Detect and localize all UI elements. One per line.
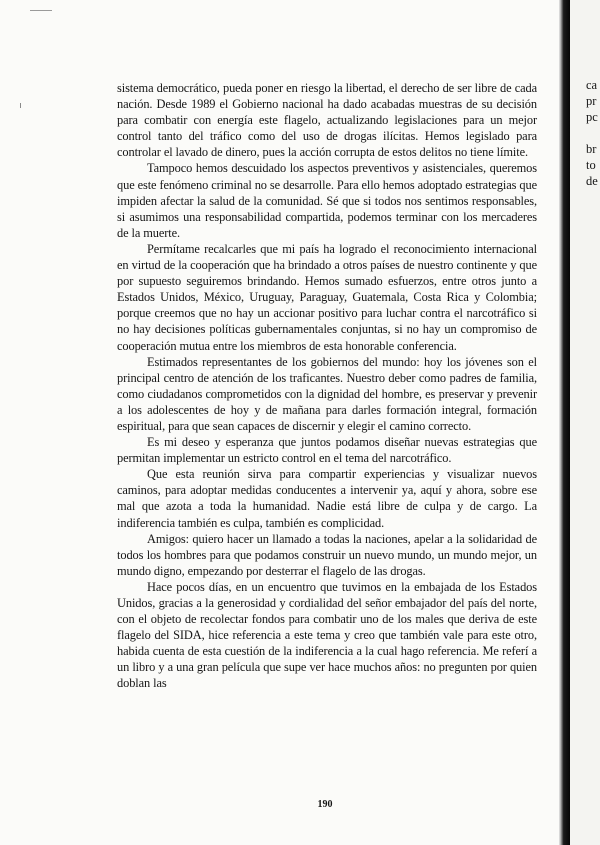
paragraph-3: Permítame recalcarles que mi país ha logrado el reconocimiento internacional en virtud de la cooperación que ha brindado a otros países de nuestro continente y que por supuesto seguiremos brindando. Hemos sumado esfuerzos, entre otros junto a Estados Unidos, México, Uruguay, Paraguay, Guatemala, Costa Rica y Colombia; porque creemos que no hay un accionar positivo para luchar contra el narcotráfico si no hay decisiones políticas gubernamentales conjuntas, si no hay un compromiso de cooperación mutua entre los miembros de esta honorable conferencia. (117, 241, 537, 353)
next-page-fragment: br (586, 142, 597, 156)
next-page-edge (570, 0, 600, 845)
next-page-fragment: de (586, 174, 598, 188)
next-page-fragment: pc (586, 110, 598, 124)
paragraph-7: Amigos: quiero hacer un llamado a todas la naciones, apelar a la solidaridad de todos los hombres para que podamos construir un nuevo mundo, un mundo mejor, un mundo digno, empezando por desterrar el flagelo de las drogas. (117, 531, 537, 578)
next-page-fragment: ca (586, 78, 598, 92)
scan-mark (30, 10, 52, 11)
margin-mark (20, 103, 21, 108)
paragraph-8: Hace pocos días, en un encuentro que tuvimos en la embajada de los Estados Unidos, gracias a la generosidad y cordialidad del señor embajador del país del norte, con el objeto de recolectar fondos para combatir uno de los males que deriva de este flagelo del SIDA, hice referencia a este tema y creo que también vale para este otro, habida cuenta de esta cuestión de la indiferencia a la cual hago referencia. Me referí a un libro y a una gran película que supe ver hace muchos años: no pregunten por quien doblan las (117, 579, 537, 691)
paragraph-2: Tampoco hemos descuidado los aspectos preventivos y asistenciales, queremos que este fenómeno criminal no se desarrolle. Para ello hemos adoptado estrategias que impiden afectar la salud de la comunidad. Sé que si todos nos sentimos responsables, si asumimos una responsabilidad compartida, podemos terminar con los mercaderes de la muerte. (117, 161, 537, 240)
paragraph-4: Estimados representantes de los gobiernos del mundo: hoy los jóvenes son el principal centro de atención de los traficantes. Nuestro deber como padres de familia, como ciudadanos comprometidos con la dignidad del hombre, es preservar y prevenir a los adolescentes de hoy y de mañana para darles formación integral, formación espiritual, para que sean capaces de discernir y elegir el camino correcto. (117, 354, 537, 433)
book-spine (560, 0, 570, 845)
next-page-fragment: pr (586, 94, 597, 108)
paragraph-1: sistema democrático, pueda poner en riesgo la libertad, el derecho de ser libre de cada nación. Desde 1989 el Gobierno nacional ha dado acabadas muestras de su decisión para combatir con energía este flagelo, actualizando legislaciones para un mejor control tanto del tráfico como del uso de drogas ilícitas. Hemos legislado para controlar el lavado de dinero, pues la acción corrupta de estos delitos no tiene límite. (117, 81, 537, 160)
next-page-fragment: to (586, 158, 596, 172)
paragraph-5: Es mi deseo y esperanza que juntos podamos diseñar nuevas estrategias que permitan implementar un estricto control en el tema del narcotráfico. (117, 435, 537, 466)
page-number: 190 (317, 799, 333, 810)
paragraph-6: Que esta reunión sirva para compartir experiencias y visualizar nuevos caminos, para adoptar medidas conducentes a intervenir ya, aquí y ahora, sobre ese mal que azota a toda la humanidad. Nadie está libre de culpa y de cargo. La indiferencia también es culpa, también es complicidad. (117, 467, 537, 530)
body-text (117, 80, 537, 692)
